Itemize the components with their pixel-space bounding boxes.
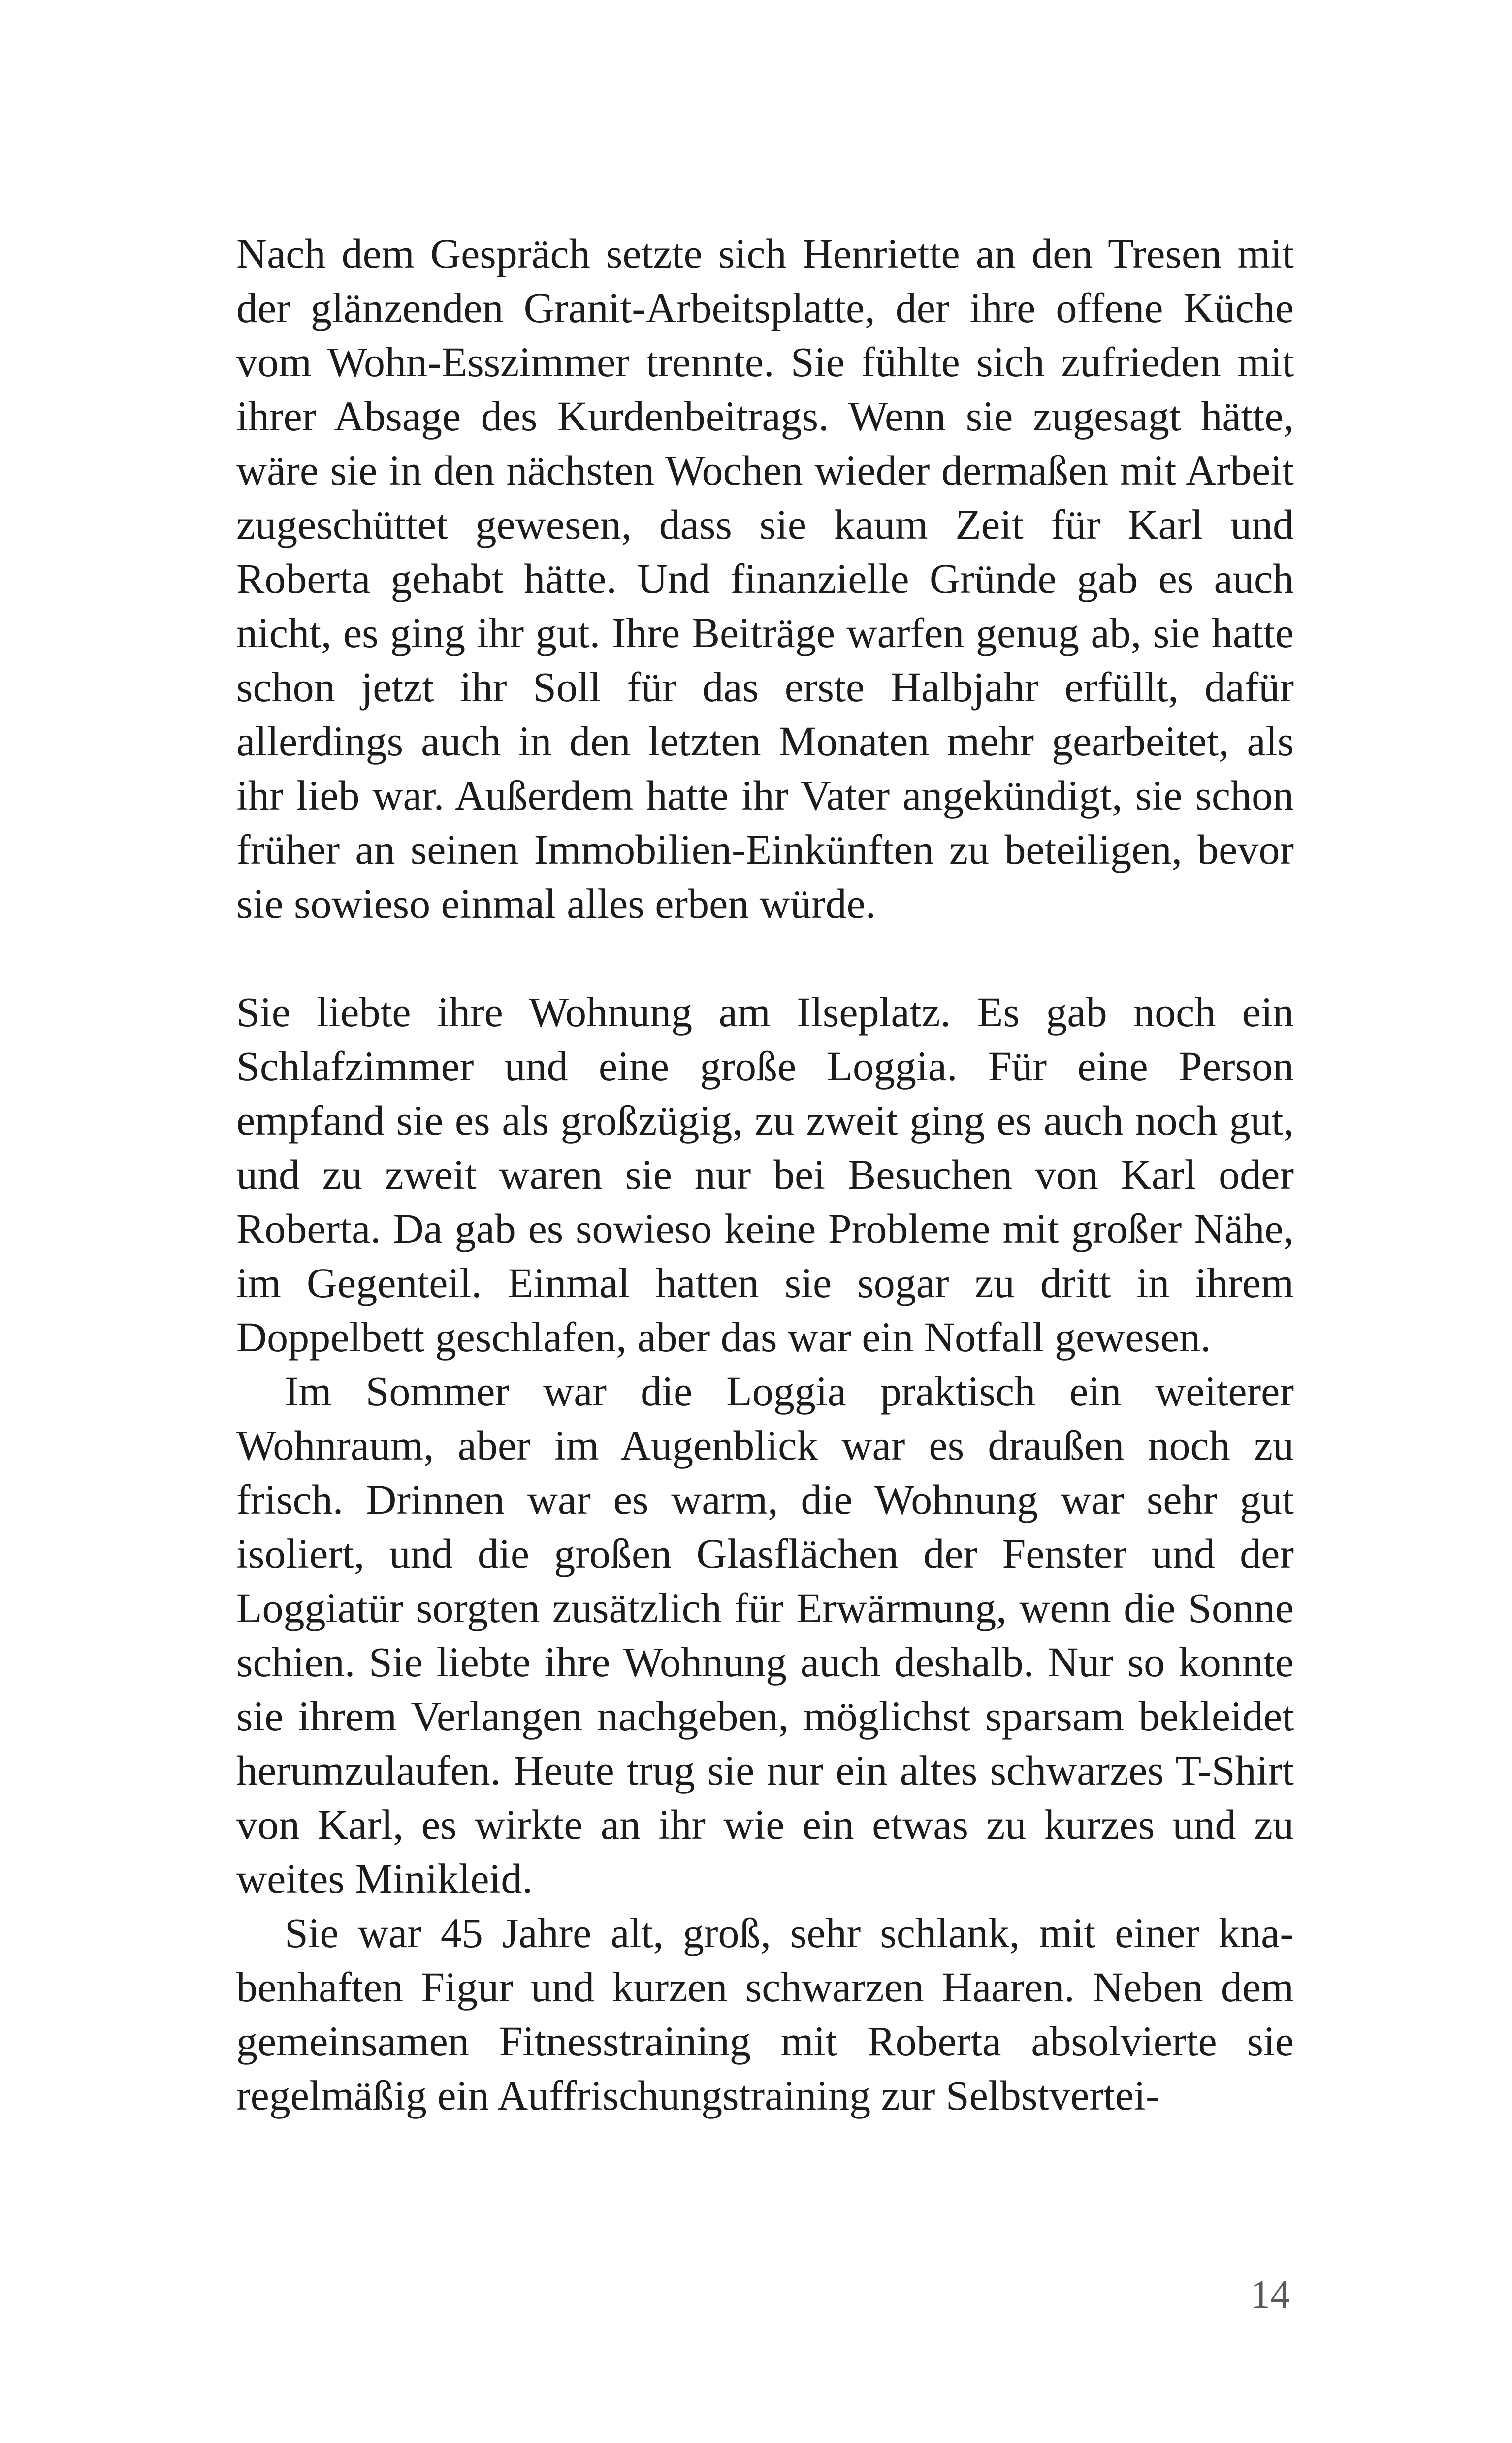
paragraph-3: Im Sommer war die Loggia praktisch ein weiterer Wohnraum, aber im Augenblick war es draußen noch zu frisch. Drinnen war es warm, die Wohnung war sehr gut isoliert, und die großen Glasflächen der Fenster und der Loggiatür sorgten zusätzlich für Erwärmung, wenn die Sonne schien. Sie liebte ihre Wohnung auch deshalb. Nur so konnte sie ihrem Verlangen nachgeben, möglichst sparsam bekleidet herumzulaufen. Heute trug sie nur ein altes schwarzes T-Shirt von Karl, es wirkte an ihr wie ein etwas zu kurzes und zu weites Minikleid.: [236, 1368, 1294, 1902]
page-number: 14: [1251, 2273, 1290, 2316]
paragraph-4: Sie war 45 Jahre alt, groß, sehr schlank, mit einer knabenhaften Figur und kurzen schwarzen Haaren. Neben dem gemeinsamen Fitnesstraining mit Roberta absolvierte sie regelmäßig ein Auffrischungstraining zur Selbstvertei-: [236, 1909, 1294, 2119]
paragraph-1: Nach dem Gespräch setzte sich Henriette an den Tresen mit der glänzenden Granit-Arbeitsplatte, der ihre offene Küche vom Wohn-Esszimmer trennte. Sie fühlte sich zufrieden mit ihrer Absage des Kurdenbeitrags. Wenn sie zugesagt hätte, wäre sie in den nächsten Wochen wieder dermaßen mit Arbeit zugeschüttet gewesen, dass sie kaum Zeit für Karl und Roberta gehabt hätte. Und finanzielle Gründe gab es auch nicht, es ging ihr gut. Ihre Beiträge warfen genug ab, sie hatte schon jetzt ihr Soll für das erste Halbjahr erfüllt, dafür allerdings auch in den letzten Monaten mehr gearbeitet, als ihr lieb war. Außerdem hatte ihr Vater angekündigt, sie schon früher an seinen Immobilien-Einkünften zu beteiligen, bevor sie sowieso einmal alles erben würde.: [236, 230, 1294, 927]
paragraph-gap: [236, 931, 1294, 985]
paragraph-2: Sie liebte ihre Wohnung am Ilseplatz. Es gab noch ein Schlafzimmer und eine große Loggia. Für eine Person empfand sie es als großzügig, zu zweit ging es auch noch gut, und zu zweit waren sie nur bei Besuchen von Karl oder Roberta. Da gab es sowieso keine Probleme mit großer Nähe, im Gegenteil. Einmal hatten sie sogar zu dritt in ihrem Doppelbett geschlafen, aber das war ein Notfall gewesen.: [236, 988, 1294, 1361]
body-text: [236, 227, 1294, 2122]
